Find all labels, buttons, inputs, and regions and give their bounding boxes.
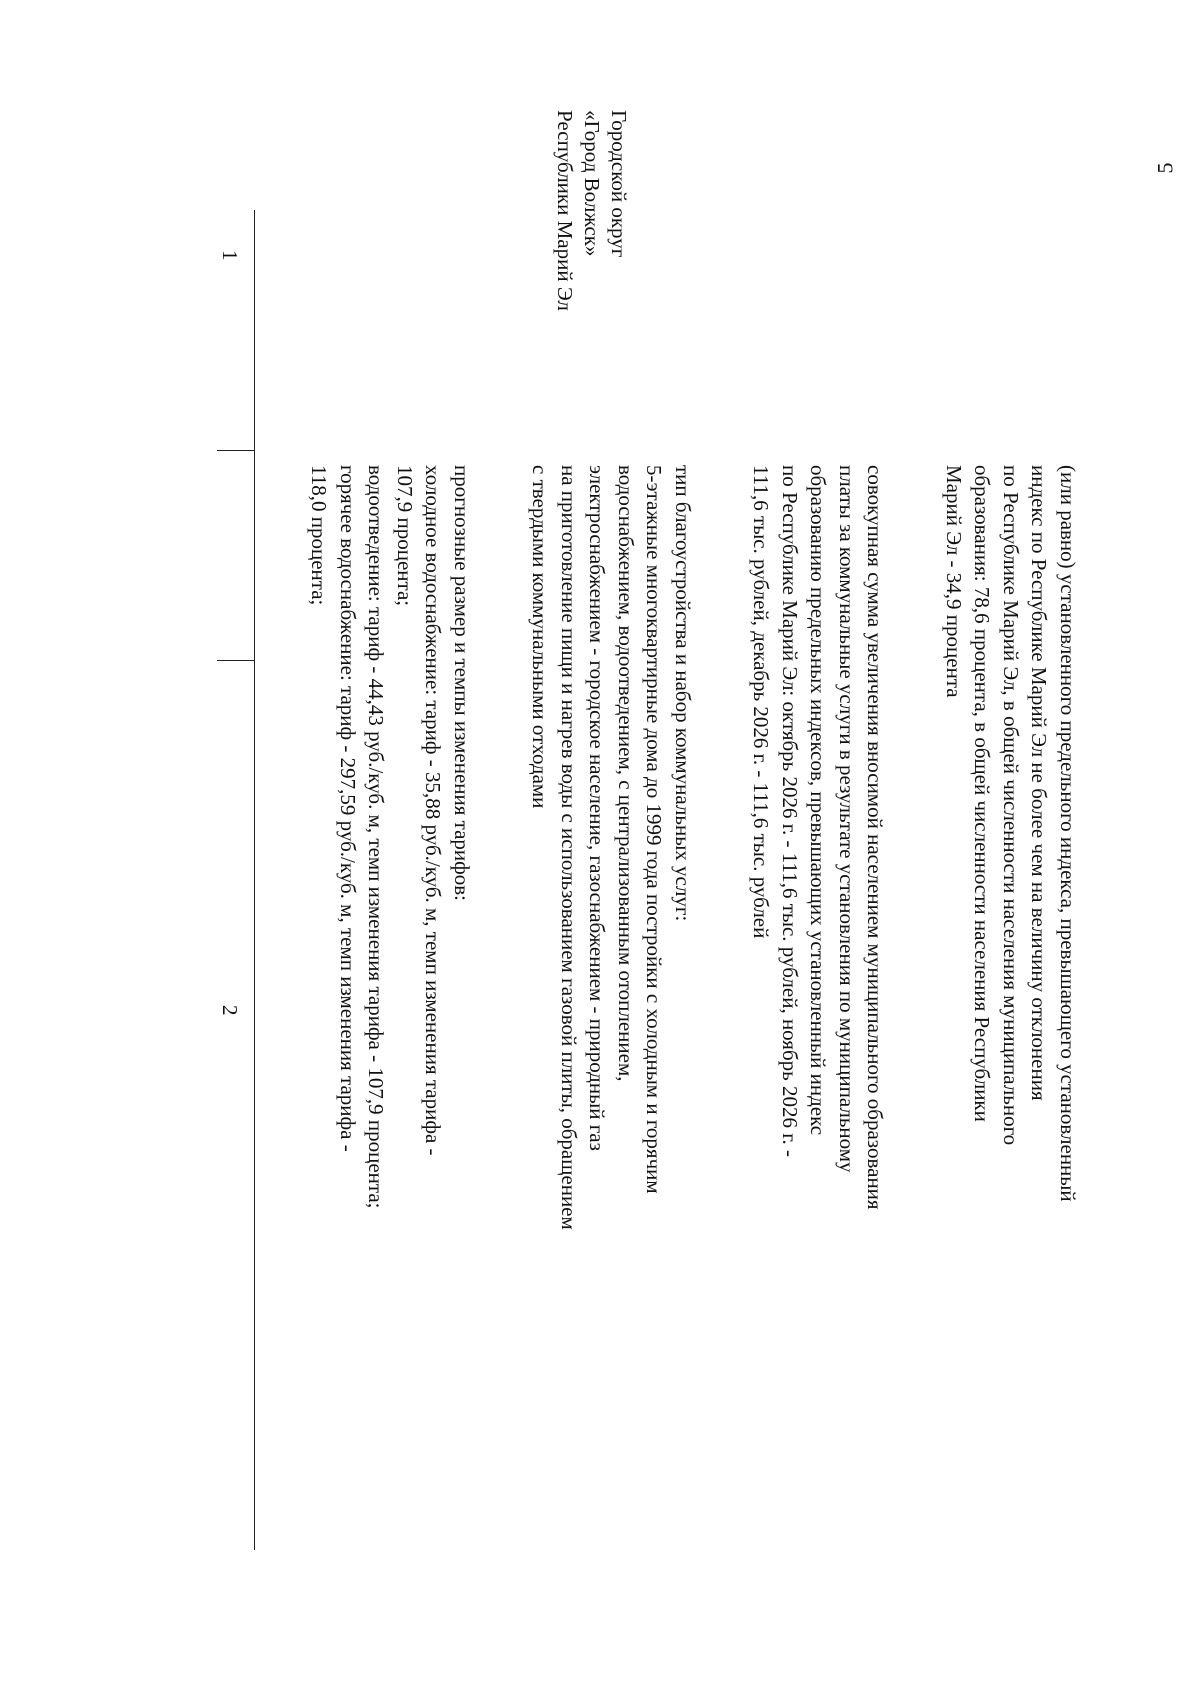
description-cell bbox=[285, 465, 1082, 1545]
municipality-line: «Город Волжск» bbox=[580, 110, 604, 257]
text-line: с твердыми коммунальными отходами bbox=[528, 465, 553, 809]
column-header-2: 2 bbox=[218, 1005, 242, 1016]
text-line: водоотведение: тариф - 44,43 руб./куб. м, темп изменения тарифа - 107,9 процента; bbox=[364, 465, 389, 1209]
paragraph-tariffs bbox=[305, 465, 476, 1545]
municipality-cell bbox=[551, 110, 632, 440]
text-line: индекс по Республике Марий Эл не более чем на величину отклонения bbox=[1027, 465, 1052, 1101]
text-line: по Республике Марий Эл, в общей численности населения муниципального bbox=[999, 465, 1023, 1146]
text-line: 107,9 процента; bbox=[393, 465, 417, 607]
text-line: (или равно) установленного предельного индекса, превышающего установленный bbox=[1056, 465, 1080, 1202]
paragraph-housing-type bbox=[526, 465, 697, 1545]
text-line: электроснабжением - городское население, газоснабжением - природный газ bbox=[585, 465, 610, 1151]
table-header-line bbox=[254, 210, 255, 1550]
text-line: горячее водоснабжение: тариф - 297,59 руб./куб. м, темп изменения тарифа - bbox=[336, 465, 360, 1152]
text-line: 118,0 процента; bbox=[307, 465, 332, 606]
municipality-line: Городской округ bbox=[607, 110, 631, 258]
text-line: образования: 78,6 процента, в общей численности населения Республики bbox=[970, 465, 995, 1122]
page-number: 5 bbox=[1152, 162, 1178, 174]
text-line: Марий Эл - 34,9 процента bbox=[942, 465, 966, 698]
column-header-1: 1 bbox=[218, 250, 242, 261]
text-line: тип благоустройства и набор коммунальных услуг: bbox=[671, 465, 695, 922]
municipality-line: Республики Марий Эл bbox=[553, 110, 577, 311]
header-divider-2 bbox=[217, 660, 255, 661]
header-divider-1 bbox=[217, 450, 255, 451]
text-line: прогнозные размер и темпы изменения тарифов: bbox=[450, 465, 474, 901]
text-line: на приготовление пищи и нагрев воды с использованием газовой плиты, обращением bbox=[557, 465, 581, 1230]
text-line: 111,6 тыс. рублей, декабрь 2026 г. - 111,6 тыс. рублей bbox=[749, 465, 774, 939]
text-line: совокупная сумма увеличения вносимой населением муниципального образования bbox=[863, 465, 888, 1210]
text-line: водоснабжением, водоотведением, с централизованным отоплением, bbox=[614, 465, 638, 1082]
text-line: платы за коммунальные услуги в результате установления по муниципальному bbox=[835, 465, 859, 1173]
text-line: 5-этажные многоквартирные дома до 1999 года постройки с холодным и горячим bbox=[642, 465, 667, 1194]
paragraph-index-deviation bbox=[940, 465, 1083, 1545]
text-line: по Республике Марий Эл: октябрь 2026 г. - 111,6 тыс. рублей, ноябрь 2026 г. - bbox=[778, 465, 802, 1157]
text-line: холодное водоснабжение: тариф - 35,88 руб./куб. м, темп изменения тарифа - bbox=[421, 465, 446, 1156]
text-line: образованию предельных индексов, превышающих установленный индекс bbox=[806, 465, 831, 1136]
paragraph-payment-increase bbox=[747, 465, 890, 1545]
